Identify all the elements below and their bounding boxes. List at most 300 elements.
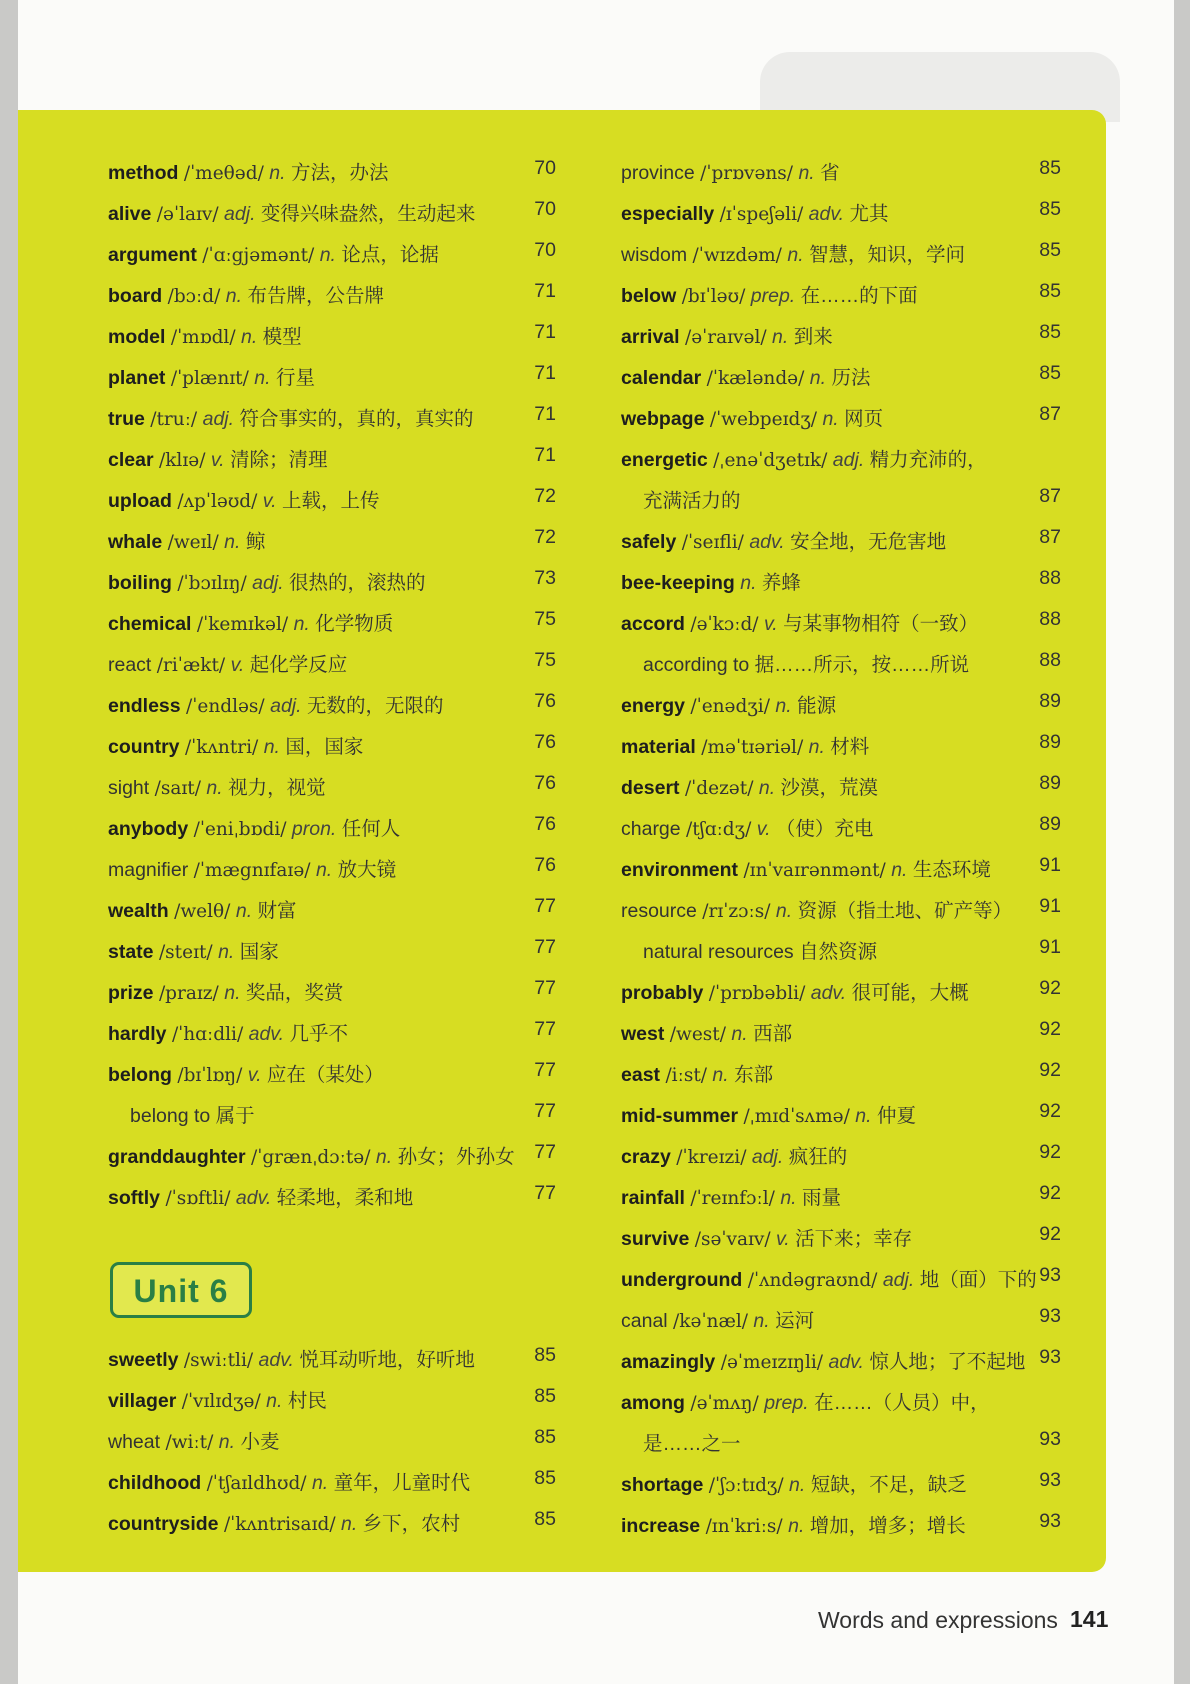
- word-entry: [108, 557, 556, 598]
- word-entry: [108, 639, 556, 680]
- word-entry: [621, 147, 1061, 188]
- entry-word: wealth: [108, 900, 169, 922]
- entry-phonetic: /ˈʌndəgraʊnd/: [747, 1270, 878, 1291]
- entry-meaning: 雨量: [802, 1187, 842, 1209]
- entry-text: [108, 1182, 413, 1210]
- entry-page: 85: [1039, 239, 1061, 261]
- entry-page: 71: [534, 362, 556, 384]
- entry-part-of-speech: n.: [780, 1187, 797, 1209]
- entry-phonetic: /ˈkreɪzi/: [676, 1147, 747, 1168]
- entry-word: according to: [643, 654, 750, 676]
- entry-page: 71: [534, 403, 556, 425]
- entry-page: 93: [1039, 1305, 1061, 1327]
- entry-phonetic: /ˌenəˈdʒetɪk/: [713, 450, 828, 471]
- entry-part-of-speech: adv.: [248, 1023, 285, 1045]
- entry-part-of-speech: adj.: [751, 1146, 784, 1168]
- entry-part-of-speech: n.: [254, 367, 271, 389]
- entry-page: 89: [1039, 772, 1061, 794]
- entry-word: mid-summer: [621, 1105, 739, 1127]
- entry-word: bee-keeping: [621, 572, 735, 594]
- entry-text: [621, 321, 833, 349]
- entry-phonetic: /ˈhɑːdli/: [171, 1024, 244, 1045]
- entry-meaning: 与某事物相符（一致）: [783, 613, 979, 635]
- entry-phonetic: /kəˈnæl/: [673, 1311, 748, 1332]
- entry-word: planet: [108, 367, 166, 389]
- entry-text: [621, 1100, 916, 1128]
- entry-meaning: 活下来；幸存: [795, 1228, 913, 1250]
- entry-word: among: [621, 1392, 685, 1414]
- word-entry: [108, 1172, 556, 1213]
- word-entry: [621, 1172, 1061, 1213]
- entry-text: [621, 567, 801, 595]
- entry-part-of-speech: v.: [763, 613, 778, 635]
- entry-meaning: 起化学反应: [249, 654, 348, 676]
- entry-page: 77: [534, 895, 556, 917]
- entry-word: natural resources: [643, 941, 794, 963]
- entry-phonetic: /west/: [669, 1024, 726, 1045]
- entry-word: province: [621, 162, 695, 184]
- entry-text: [621, 1469, 967, 1497]
- entry-part-of-speech: n.: [266, 1390, 283, 1412]
- entry-word: belong to: [130, 1105, 211, 1127]
- entry-phonetic: /əˈmʌŋ/: [690, 1393, 759, 1414]
- word-entry: [621, 926, 1061, 967]
- entry-text: [108, 444, 328, 472]
- entry-word: childhood: [108, 1472, 202, 1494]
- word-entry: [621, 1008, 1061, 1049]
- entry-phonetic: /saɪt/: [154, 778, 201, 799]
- entry-part-of-speech: n.: [311, 1472, 329, 1494]
- entry-meaning: 生态环境: [912, 859, 991, 881]
- entry-word: granddaughter: [108, 1146, 246, 1168]
- entry-text: [108, 1059, 384, 1087]
- entry-meaning: 据……所示，按……所说: [754, 654, 970, 676]
- entry-phonetic: /ˈkʌntri/: [184, 737, 259, 758]
- entry-text: [108, 198, 475, 226]
- entry-phonetic: /welθ/: [174, 901, 231, 922]
- entry-word: model: [108, 326, 166, 348]
- word-entry: [621, 1418, 1061, 1459]
- entry-phonetic: /ɪnˈvaɪrənmənt/: [743, 860, 886, 881]
- entry-page: 85: [1039, 362, 1061, 384]
- entry-word: sight: [108, 777, 150, 799]
- word-entry: [108, 393, 556, 434]
- entry-part-of-speech: v.: [247, 1064, 262, 1086]
- word-entry: [108, 721, 556, 762]
- entry-page: 92: [1039, 1182, 1061, 1204]
- entry-phonetic: /ˈbɔɪlɪŋ/: [177, 573, 247, 594]
- entry-phonetic: /truː/: [150, 409, 198, 430]
- entry-page: 72: [534, 485, 556, 507]
- entry-phonetic: /rɪˈzɔːs/: [702, 901, 771, 922]
- word-entry: [108, 598, 556, 639]
- entry-word: method: [108, 162, 179, 184]
- entry-part-of-speech: v.: [210, 449, 225, 471]
- entry-part-of-speech: n.: [788, 1515, 805, 1537]
- entry-part-of-speech: n.: [224, 531, 241, 553]
- entry-part-of-speech: adv.: [258, 1349, 294, 1371]
- entry-part-of-speech: adj.: [882, 1269, 915, 1291]
- unit-word-list: [108, 1334, 556, 1539]
- entry-page: 77: [534, 1018, 556, 1040]
- entry-text: [621, 1510, 966, 1538]
- entry-text: [108, 1467, 470, 1495]
- entry-word: increase: [621, 1515, 701, 1537]
- word-entry: [621, 721, 1061, 762]
- entry-text: [621, 731, 869, 759]
- entry-phonetic: /wiːt/: [165, 1432, 214, 1453]
- word-entry: [621, 393, 1061, 434]
- entry-text: [108, 403, 473, 431]
- entry-phonetic: /weɪl/: [167, 532, 219, 553]
- entry-page: 92: [1039, 1223, 1061, 1245]
- entry-text: [621, 608, 978, 636]
- entry-word: endless: [108, 695, 181, 717]
- entry-word: shortage: [621, 1474, 704, 1496]
- entry-text: [621, 1223, 912, 1251]
- entry-page: 92: [1039, 1059, 1061, 1081]
- entry-meaning: 很热的，滚热的: [289, 572, 426, 594]
- word-entry: [621, 680, 1061, 721]
- entry-part-of-speech: n.: [315, 859, 333, 881]
- entry-phonetic: /ˈseɪfli/: [681, 532, 744, 553]
- entry-phonetic: /ˈtʃaɪldhʊd/: [206, 1473, 307, 1494]
- entry-word: boiling: [108, 572, 172, 594]
- entry-word: wheat: [108, 1431, 161, 1453]
- entry-page: 91: [1039, 936, 1061, 958]
- word-entry: [108, 1090, 556, 1131]
- entry-word: whale: [108, 531, 163, 553]
- entry-part-of-speech: n.: [775, 695, 792, 717]
- entry-phonetic: /ˈenədʒi/: [690, 696, 770, 717]
- entry-text: [621, 1346, 1025, 1374]
- entry-page: 77: [534, 936, 556, 958]
- entry-word: argument: [108, 244, 197, 266]
- entry-text: [621, 854, 991, 882]
- entry-part-of-speech: adv.: [808, 203, 845, 225]
- entry-page: 85: [534, 1426, 556, 1448]
- entry-meaning: 村民: [287, 1390, 327, 1412]
- entry-word: west: [621, 1023, 665, 1045]
- entry-page: 77: [534, 1059, 556, 1081]
- word-entry: [621, 967, 1061, 1008]
- entry-meaning: 奖品，奖赏: [245, 982, 344, 1004]
- entry-text: [130, 1100, 255, 1128]
- entry-part-of-speech: n.: [340, 1513, 358, 1535]
- entry-page: 92: [1039, 1141, 1061, 1163]
- entry-word: safely: [621, 531, 677, 553]
- word-entry: [621, 1295, 1061, 1336]
- entry-text: [643, 936, 877, 964]
- word-entry: [621, 1459, 1061, 1500]
- entry-phonetic: /ˈkemɪkəl/: [196, 614, 289, 635]
- entry-text: [621, 1018, 792, 1046]
- entry-meaning: 养蜂: [761, 572, 801, 594]
- entry-text: [108, 485, 379, 513]
- entry-meaning: 乡下，农村: [362, 1513, 461, 1535]
- word-entry: [621, 270, 1061, 311]
- entry-page: 85: [1039, 157, 1061, 179]
- entry-meaning: 方法，办法: [290, 162, 389, 184]
- entry-part-of-speech: n.: [235, 900, 253, 922]
- entry-page: 70: [534, 157, 556, 179]
- entry-text: [621, 1141, 847, 1169]
- entry-meaning: 自然资源: [799, 941, 878, 963]
- word-entry: [621, 1254, 1061, 1295]
- entry-part-of-speech: n.: [809, 367, 827, 389]
- entry-part-of-speech: n.: [206, 777, 223, 799]
- entry-phonetic: /əˈraɪvəl/: [684, 327, 767, 348]
- entry-text: [621, 526, 946, 554]
- entry-part-of-speech: v.: [230, 654, 245, 676]
- entry-meaning: 视力，视觉: [228, 777, 326, 799]
- entry-text: [621, 690, 836, 718]
- entry-word: wisdom: [621, 244, 688, 266]
- entry-text: [108, 1141, 515, 1169]
- entry-meaning: 沙漠，荒漠: [780, 777, 879, 799]
- entry-phonetic: /əˈlaɪv/: [156, 204, 219, 225]
- entry-word: survive: [621, 1228, 690, 1250]
- entry-word: softly: [108, 1187, 161, 1209]
- entry-page: 93: [1039, 1510, 1061, 1532]
- entry-page: 91: [1039, 895, 1061, 917]
- entry-page: 73: [534, 567, 556, 589]
- entry-phonetic: /ˈeniˌbɒdi/: [193, 819, 287, 840]
- entry-text: [621, 444, 987, 472]
- entry-page: 76: [534, 772, 556, 794]
- left-column: [108, 147, 556, 1213]
- entry-page: 76: [534, 854, 556, 876]
- entry-part-of-speech: pron.: [291, 818, 337, 840]
- entry-phonetic: /ˈplænɪt/: [170, 368, 249, 389]
- entry-text: [621, 1305, 814, 1333]
- entry-meaning: 在……（人员）中，: [814, 1392, 990, 1414]
- entry-word: react: [108, 654, 152, 676]
- entry-part-of-speech: n.: [740, 572, 757, 594]
- entry-page: 70: [534, 198, 556, 220]
- entry-word: probably: [621, 982, 704, 1004]
- entry-page: 75: [534, 608, 556, 630]
- entry-phonetic: /ˈprɒvəns/: [700, 163, 794, 184]
- entry-text: [108, 280, 384, 308]
- entry-meaning: 小麦: [240, 1431, 280, 1453]
- entry-word: energy: [621, 695, 685, 717]
- entry-page: 89: [1039, 731, 1061, 753]
- entry-phonetic: /iːst/: [665, 1065, 707, 1086]
- entry-meaning: 地（面）下的: [919, 1269, 1037, 1291]
- word-entry: [108, 967, 556, 1008]
- entry-page: 71: [534, 444, 556, 466]
- entry-page: 91: [1039, 854, 1061, 876]
- entry-phonetic: /swiːtli/: [183, 1350, 254, 1371]
- entry-phonetic: /ˈmeθəd/: [183, 163, 264, 184]
- entry-phonetic: /ˈsɒftli/: [165, 1188, 231, 1209]
- entry-meaning: 上载，上传: [281, 490, 380, 512]
- entry-text: [621, 813, 873, 841]
- word-entry: [108, 1375, 556, 1416]
- entry-part-of-speech: n.: [218, 1431, 236, 1453]
- entry-text: [108, 1426, 279, 1454]
- entry-meaning: 国家: [239, 941, 279, 963]
- word-entry: [621, 434, 1061, 475]
- entry-text: [621, 772, 878, 800]
- entry-page: 93: [1039, 1428, 1061, 1450]
- entry-text: [621, 239, 965, 267]
- entry-meaning: 财富: [257, 900, 297, 922]
- entry-phonetic: /məˈtɪəriəl/: [701, 737, 804, 758]
- entry-word: accord: [621, 613, 685, 635]
- entry-meaning: 东部: [734, 1064, 774, 1086]
- entry-part-of-speech: prep.: [750, 285, 796, 307]
- entry-part-of-speech: adv.: [235, 1187, 272, 1209]
- entry-part-of-speech: n.: [798, 162, 815, 184]
- entry-meaning: 行星: [275, 367, 315, 389]
- entry-phonetic: /ˈdezət/: [684, 778, 754, 799]
- entry-page: 72: [534, 526, 556, 548]
- entry-part-of-speech: n.: [375, 1146, 393, 1168]
- entry-text: [621, 977, 969, 1005]
- word-entry: [621, 557, 1061, 598]
- entry-meaning: 充满活力的: [643, 490, 741, 512]
- word-entry: [108, 434, 556, 475]
- word-entry: [108, 1008, 556, 1049]
- entry-meaning: 在……的下面: [800, 285, 918, 307]
- word-entry: [108, 803, 556, 844]
- entry-meaning: 安全地，无危害地: [790, 531, 947, 553]
- word-entry: [108, 1498, 556, 1539]
- entry-page: 85: [1039, 198, 1061, 220]
- entry-word: rainfall: [621, 1187, 685, 1209]
- entry-part-of-speech: adv.: [810, 982, 847, 1004]
- word-entry: [621, 352, 1061, 393]
- entry-meaning: 放大镜: [337, 859, 397, 881]
- entry-part-of-speech: adj.: [252, 572, 284, 594]
- entry-text: [643, 485, 741, 513]
- entry-meaning: 变得兴味盎然，生动起来: [260, 203, 476, 225]
- entry-meaning: 精力充沛的，: [869, 449, 987, 471]
- entry-phonetic: /steɪt/: [158, 942, 213, 963]
- entry-page: 77: [534, 1182, 556, 1204]
- entry-text: [621, 1182, 841, 1210]
- entry-meaning: 尤其: [849, 203, 889, 225]
- entry-word: charge: [621, 818, 681, 840]
- footer-title: Words and expressions: [818, 1607, 1058, 1633]
- entry-text: [108, 608, 393, 636]
- entry-text: [621, 1387, 990, 1415]
- entry-part-of-speech: n.: [319, 244, 336, 266]
- entry-text: [643, 649, 969, 677]
- entry-text: [108, 239, 439, 267]
- entry-page: 88: [1039, 567, 1061, 589]
- entry-part-of-speech: n.: [293, 613, 310, 635]
- entry-meaning: 网页: [844, 408, 884, 430]
- entry-meaning: 疯狂的: [788, 1146, 848, 1168]
- entry-phonetic: /ˈreɪnfɔːl/: [690, 1188, 775, 1209]
- entry-text: [108, 1018, 348, 1046]
- entry-word: true: [108, 408, 145, 430]
- entry-meaning: 鲸: [245, 531, 266, 553]
- entry-part-of-speech: n.: [753, 1310, 770, 1332]
- word-entry: [621, 1500, 1061, 1541]
- entry-word: magnifier: [108, 859, 189, 881]
- entry-phonetic: /ˈwɪzdəm/: [692, 245, 782, 266]
- entry-phonetic: /tʃɑːdʒ/: [686, 819, 752, 840]
- entry-meaning: 论点，论据: [341, 244, 439, 266]
- entry-meaning: 国，国家: [285, 736, 364, 758]
- entry-page: 71: [534, 280, 556, 302]
- entry-text: [108, 772, 326, 800]
- word-entry: [108, 147, 556, 188]
- entry-part-of-speech: n.: [218, 941, 235, 963]
- entry-part-of-speech: n.: [712, 1064, 729, 1086]
- entry-meaning: 惊人地；了不起地: [869, 1351, 1026, 1373]
- entry-phonetic: /əˈkɔːd/: [690, 614, 759, 635]
- word-entry: [621, 639, 1061, 680]
- entry-part-of-speech: adj.: [224, 203, 256, 225]
- entry-meaning: 增加，增多；增长: [809, 1515, 966, 1537]
- entry-text: [621, 157, 840, 185]
- entry-meaning: 童年，儿童时代: [333, 1472, 471, 1494]
- entry-word: arrival: [621, 326, 680, 348]
- entry-part-of-speech: n.: [775, 900, 793, 922]
- entry-text: [621, 895, 1012, 923]
- entry-text: [643, 1428, 741, 1456]
- entry-page: 89: [1039, 813, 1061, 835]
- entry-phonetic: /səˈvaɪv/: [694, 1229, 771, 1250]
- entry-page: 93: [1039, 1264, 1061, 1286]
- entry-phonetic: /ɪnˈkriːs/: [705, 1516, 783, 1537]
- entry-word: environment: [621, 859, 739, 881]
- entry-word: villager: [108, 1390, 177, 1412]
- entry-page: 92: [1039, 1100, 1061, 1122]
- word-entry: [621, 475, 1061, 516]
- entry-word: upload: [108, 490, 172, 512]
- entry-part-of-speech: n.: [731, 1023, 748, 1045]
- entry-page: 88: [1039, 608, 1061, 630]
- entry-phonetic: /ˈwebpeɪdʒ/: [709, 409, 818, 430]
- entry-part-of-speech: adj.: [270, 695, 302, 717]
- unit-heading: [110, 1262, 252, 1318]
- entry-meaning: 材料: [830, 736, 870, 758]
- entry-meaning: 短缺，不足，缺乏: [810, 1474, 967, 1496]
- entry-word: resource: [621, 900, 697, 922]
- entry-word: alive: [108, 203, 152, 225]
- word-entry: [108, 1457, 556, 1498]
- entry-part-of-speech: n.: [789, 1474, 806, 1496]
- entry-phonetic: /ˈmægnɪfaɪə/: [193, 860, 311, 881]
- entry-meaning: 西部: [753, 1023, 793, 1045]
- entry-word: sweetly: [108, 1349, 179, 1371]
- entry-page: 88: [1039, 649, 1061, 671]
- entry-page: 76: [534, 813, 556, 835]
- word-entry: [108, 885, 556, 926]
- word-entry: [621, 844, 1061, 885]
- entry-text: [621, 1059, 773, 1087]
- entry-phonetic: /əˈmeɪzɪŋli/: [720, 1352, 824, 1373]
- entry-page: 87: [1039, 485, 1061, 507]
- word-entry: [108, 311, 556, 352]
- entry-part-of-speech: v.: [262, 490, 277, 512]
- entry-text: [108, 362, 315, 390]
- word-entry: [621, 885, 1061, 926]
- entry-page: 93: [1039, 1469, 1061, 1491]
- word-entry: [621, 1049, 1061, 1090]
- entry-meaning: 孙女；外孙女: [397, 1146, 515, 1168]
- entry-meaning: 符合事实的，真的，真实的: [239, 408, 474, 430]
- entry-text: [108, 157, 388, 185]
- word-entry: [621, 311, 1061, 352]
- entry-phonetic: /praɪz/: [158, 983, 219, 1004]
